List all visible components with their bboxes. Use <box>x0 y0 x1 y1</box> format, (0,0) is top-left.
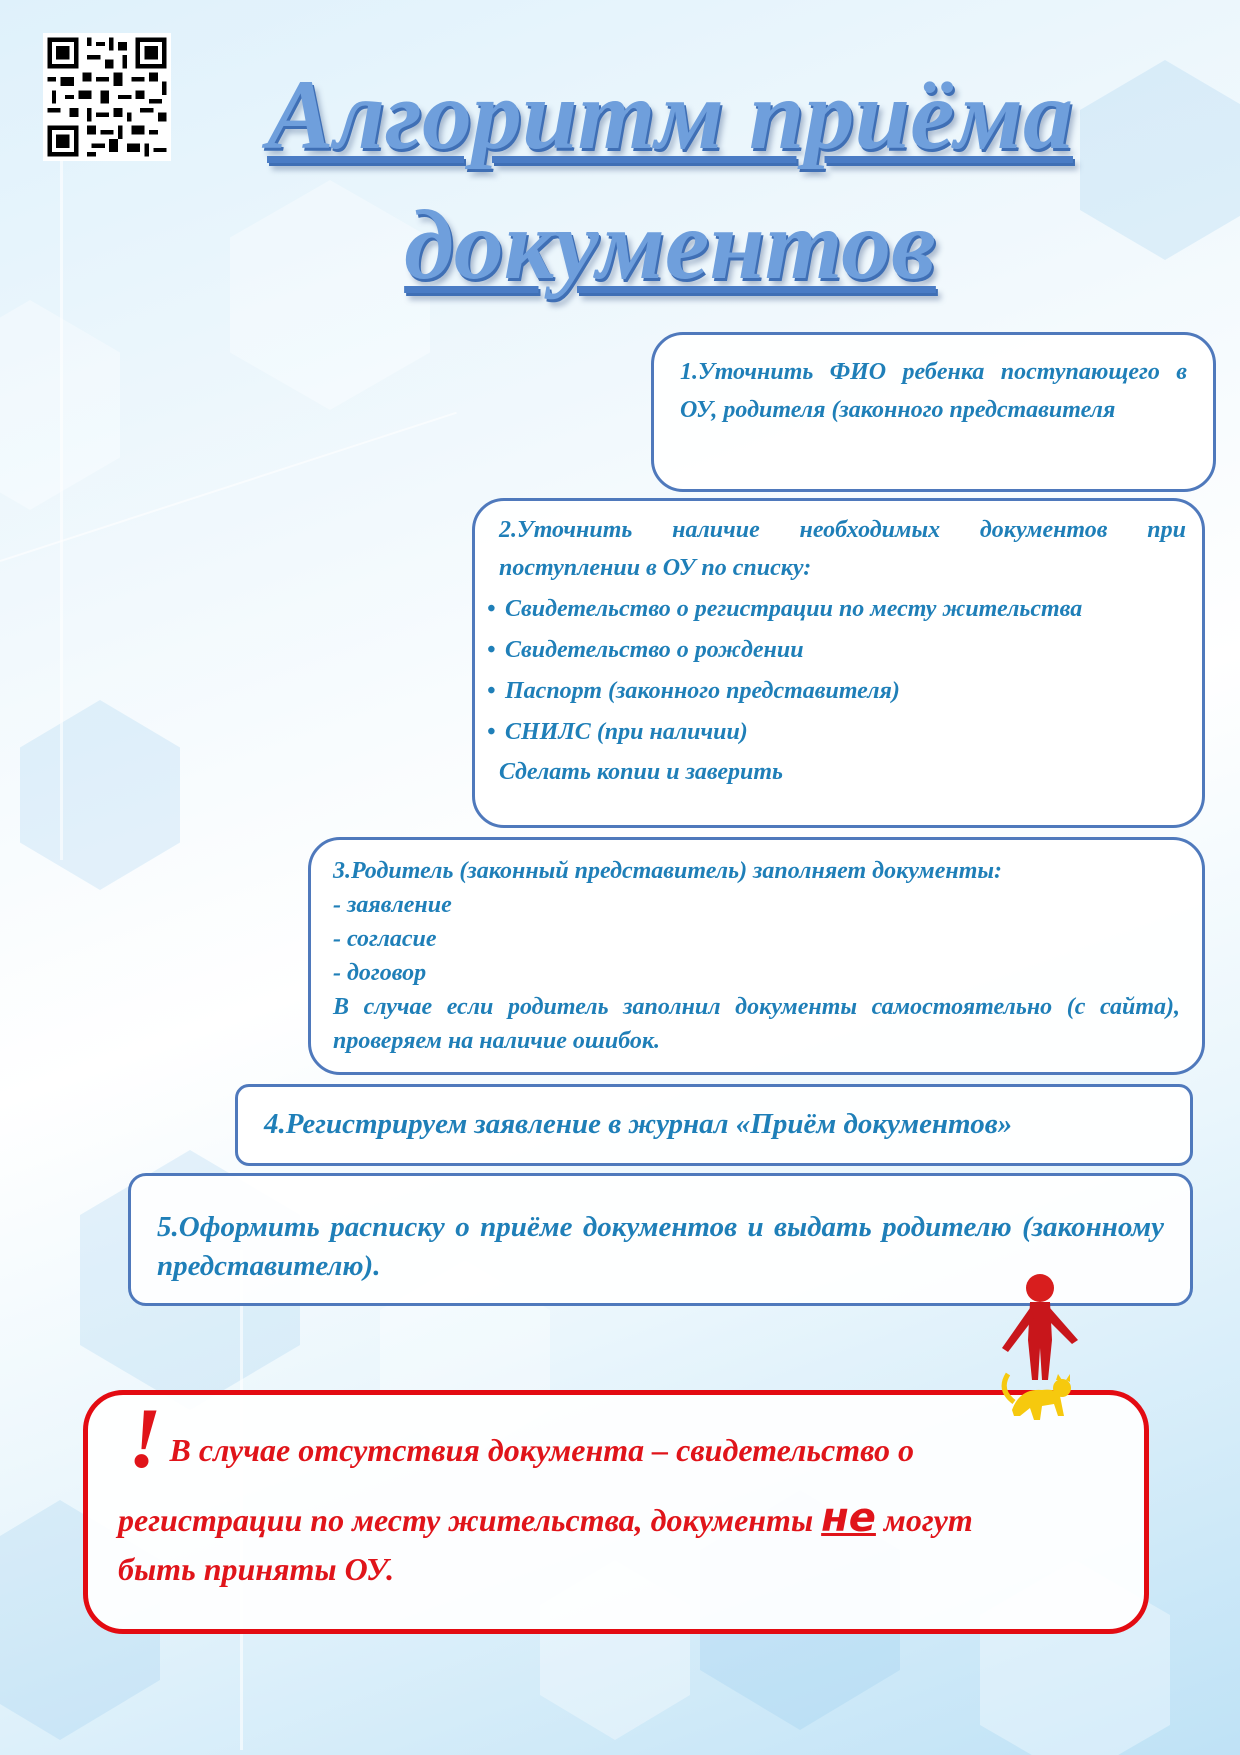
step-1-text: 1.Уточнить ФИО ребенка поступающего в ОУ, родителя (законного представителя <box>680 359 1187 423</box>
list-item: • СНИЛС (при наличии) <box>489 713 1186 751</box>
title-line-1: Алгоритм приёма <box>267 59 1073 170</box>
list-item: • Свидетельство о рождении <box>489 631 1186 669</box>
warning-emphasis: не <box>821 1495 876 1541</box>
list-item: - договор <box>333 960 427 986</box>
step-2-heading: 2.Уточнить наличие необходимых документов при поступлении в ОУ по списку: <box>499 517 1186 581</box>
exclamation-icon: ! <box>128 1390 162 1486</box>
step-2-list <box>499 590 1186 751</box>
figure-with-cat-icon <box>990 1270 1090 1430</box>
qr-code-icon <box>43 33 171 161</box>
step-3-heading: 3.Родитель (законный представитель) заполняет документы: <box>333 858 1003 884</box>
warning-line-2a: регистрации по месту жительства, документы <box>118 1502 822 1538</box>
step-3-box <box>308 837 1205 1075</box>
step-4-box <box>235 1084 1193 1166</box>
warning-line-2b: могут <box>875 1502 973 1538</box>
step-2-cut-line: Сделать копии и заверить <box>499 759 783 785</box>
list-item: - согласие <box>333 926 437 952</box>
step-1-box <box>651 332 1216 492</box>
step-5-text: 5.Оформить расписку о приёме документов и выдать родителю (законному представителю). <box>157 1211 1164 1282</box>
title-line-2: документов <box>404 189 936 300</box>
list-item: • Паспорт (законного представителя) <box>489 672 1186 710</box>
warning-line-1: В случае отсутствия документа – свидетельство о <box>169 1432 914 1468</box>
page-title <box>180 50 1160 310</box>
step-2-box <box>472 498 1205 828</box>
step-4-text: 4.Регистрируем заявление в журнал «Приём документов» <box>264 1108 1013 1140</box>
list-item: - заявление <box>333 892 452 918</box>
warning-line-3: быть приняты ОУ. <box>118 1551 395 1587</box>
step-3-note: В случае если родитель заполнил документы самостоятельно (с сайта), проверяем на наличие ошибок. <box>333 994 1180 1054</box>
list-item: • Свидетельство о регистрации по месту жительства <box>489 590 1186 628</box>
